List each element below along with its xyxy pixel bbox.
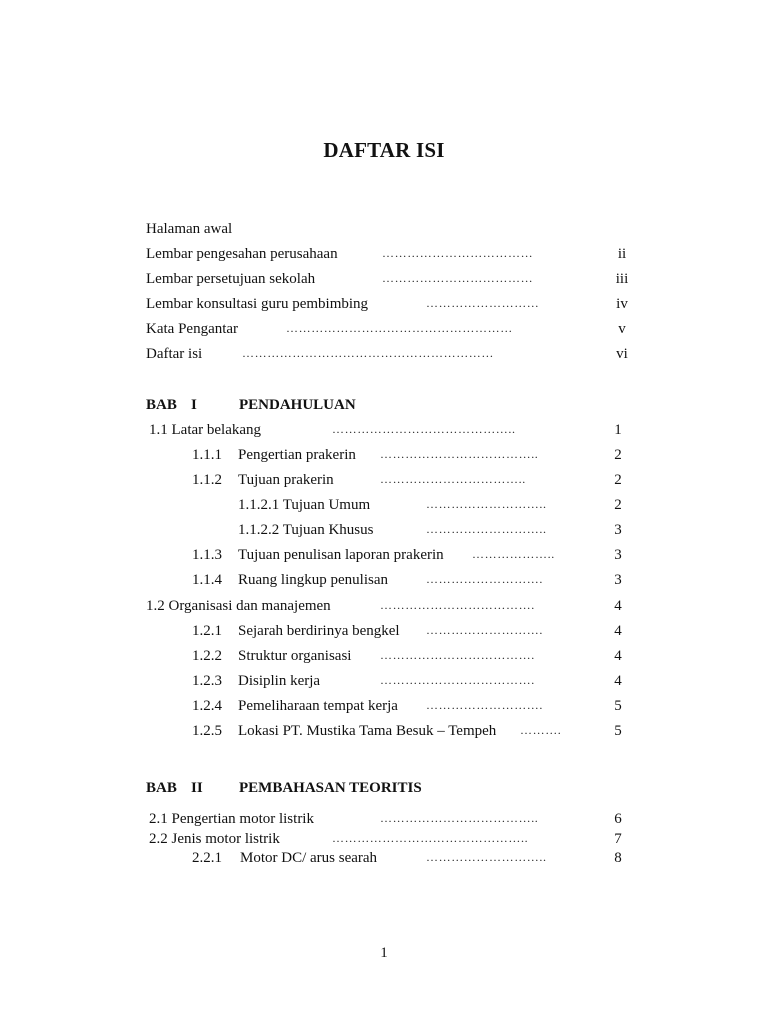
toc-entry-label: Kata Pengantar — [146, 321, 239, 337]
toc-section-number: 1.2.1 — [192, 623, 222, 639]
toc-entry-label: Ruang lingkup penulisan — [238, 572, 388, 588]
toc-page-number: 2 — [614, 472, 622, 488]
toc-leader-dots: ………………………. — [426, 572, 543, 586]
toc-entry — [146, 570, 626, 590]
toc-page-number: 4 — [614, 598, 622, 614]
toc-entry-label: Pemeliharaan tempat kerja — [238, 698, 398, 714]
toc-entry-label: 2.1 Pengertian motor listrik — [149, 811, 314, 827]
toc-page-number: 8 — [614, 850, 622, 866]
toc-page-number: 4 — [614, 648, 622, 664]
toc-entry — [146, 420, 626, 440]
toc-leader-dots: ………. — [520, 723, 562, 737]
toc-leader-dots: ……………………………… — [382, 271, 534, 285]
toc-leader-dots: ……………………….. — [426, 497, 547, 511]
toc-entry — [146, 294, 626, 314]
toc-leader-dots: ……………………….. — [426, 850, 547, 864]
page-title: DAFTAR ISI — [323, 138, 445, 162]
toc-entry-label: Daftar isi — [146, 346, 203, 362]
toc-leader-dots: ………………………………. — [380, 648, 535, 662]
toc-leader-dots: ……………………….. — [426, 522, 547, 536]
toc-entry-label: Pengertian prakerin — [238, 447, 356, 463]
toc-entry-label: 1.2 Organisasi dan manajemen — [146, 598, 331, 614]
toc-leader-dots: ……………….. — [472, 547, 555, 561]
toc-page-number: 2 — [614, 497, 622, 513]
toc-entry-label: 1.1.2.2 Tujuan Khusus — [238, 522, 374, 538]
toc-page-number: 1 — [614, 422, 622, 438]
toc-entry-label: Lokasi PT. Mustika Tama Besuk – Tempeh — [238, 723, 497, 739]
toc-entry — [146, 809, 626, 829]
toc-page-number: 4 — [614, 673, 622, 689]
chapter-prefix: BAB — [146, 780, 177, 796]
toc-entry-label: Sejarah berdirinya bengkel — [238, 623, 400, 639]
toc-section-number: 1.1.4 — [192, 572, 222, 588]
toc-page-number: 5 — [614, 723, 622, 739]
toc-page-number: 5 — [614, 698, 622, 714]
page-number: 1 — [380, 945, 388, 961]
toc-page-number: vi — [616, 346, 628, 362]
toc-page-number: ii — [617, 246, 627, 262]
toc-entry — [146, 545, 626, 565]
toc-leader-dots: ………………………. — [426, 623, 543, 637]
toc-entry-label: 2.2 Jenis motor listrik — [149, 831, 280, 847]
toc-leader-dots: ……………………………………….. — [332, 831, 529, 845]
chapter-title: PENDAHULUAN — [239, 397, 356, 413]
toc-leader-dots: ……………………………….. — [380, 811, 539, 825]
chapter-heading — [146, 778, 626, 798]
toc-entry-label: Tujuan prakerin — [238, 472, 334, 488]
toc-page-number: 2 — [614, 447, 622, 463]
toc-page-number: 7 — [614, 831, 622, 847]
toc-page-number: 6 — [614, 811, 622, 827]
toc-entry — [146, 269, 629, 289]
toc-entry — [146, 244, 626, 264]
toc-entry — [146, 219, 626, 239]
toc-entry-label: Lembar persetujuan sekolah — [146, 271, 316, 287]
toc-page-number: 3 — [614, 572, 622, 588]
chapter-title: PEMBAHASAN TEORITIS — [239, 780, 422, 796]
toc-leader-dots: ……………………………….. — [380, 447, 539, 461]
toc-entry-label: Lembar pengesahan perusahaan — [146, 246, 338, 262]
toc-page-number: iii — [615, 271, 629, 287]
toc-section-number: 1.1.3 — [192, 547, 222, 563]
toc-entry — [146, 470, 626, 490]
chapter-numeral: II — [191, 780, 203, 796]
toc-entry — [146, 344, 626, 364]
toc-entry-label: Halaman awal — [146, 221, 233, 237]
toc-entry — [146, 495, 626, 515]
toc-page-number: 4 — [614, 623, 622, 639]
toc-entry-label: Disiplin kerja — [238, 673, 321, 689]
toc-section-number: 1.1.2 — [192, 472, 222, 488]
toc-leader-dots: …………………………….. — [380, 472, 526, 486]
toc-entry — [146, 671, 626, 691]
toc-section-number: 2.2.1 — [192, 850, 222, 866]
toc-leader-dots: ………………………………. — [380, 673, 535, 687]
toc-leader-dots: ……………………… — [426, 296, 540, 310]
chapter-heading — [146, 395, 626, 415]
toc-entry — [146, 848, 626, 868]
toc-entry — [146, 646, 626, 666]
toc-section-number: 1.1.1 — [192, 447, 222, 463]
toc-entry — [146, 696, 626, 716]
toc-entry-label: Motor DC/ arus searah — [240, 850, 378, 866]
toc-leader-dots: ……………………………… — [382, 246, 534, 260]
toc-section-number: 1.2.3 — [192, 673, 222, 689]
toc-leader-dots: …………………………………………………… — [242, 346, 494, 360]
toc-leader-dots: …………………………………….. — [332, 422, 516, 436]
toc-section-number: 1.2.4 — [192, 698, 222, 714]
toc-entry — [146, 596, 626, 616]
toc-section-number: 1.2.2 — [192, 648, 222, 664]
toc-page-number: 3 — [614, 547, 622, 563]
toc-page-number: iv — [616, 296, 628, 312]
toc-entry-label: 1.1 Latar belakang — [149, 422, 262, 438]
toc-leader-dots: ……………………………………………… — [286, 321, 513, 335]
toc-entry-label: 1.1.2.1 Tujuan Umum — [238, 497, 371, 513]
toc-entry-label: Struktur organisasi — [238, 648, 352, 664]
toc-entry — [146, 319, 626, 339]
toc-entry-label: Lembar konsultasi guru pembimbing — [146, 296, 369, 312]
toc-leader-dots: ………………………. — [426, 698, 543, 712]
toc-leader-dots: ………………………………. — [380, 598, 535, 612]
toc-page-number: 3 — [614, 522, 622, 538]
toc-entry — [146, 520, 626, 540]
toc-entry — [146, 721, 626, 741]
chapter-numeral: I — [191, 397, 197, 413]
toc-entry — [146, 445, 626, 465]
toc-entry-label: Tujuan penulisan laporan prakerin — [238, 547, 444, 563]
toc-section-number: 1.2.5 — [192, 723, 222, 739]
toc-page-number: v — [618, 321, 626, 337]
chapter-prefix: BAB — [146, 397, 177, 413]
toc-entry — [146, 829, 626, 849]
toc-entry — [146, 621, 626, 641]
